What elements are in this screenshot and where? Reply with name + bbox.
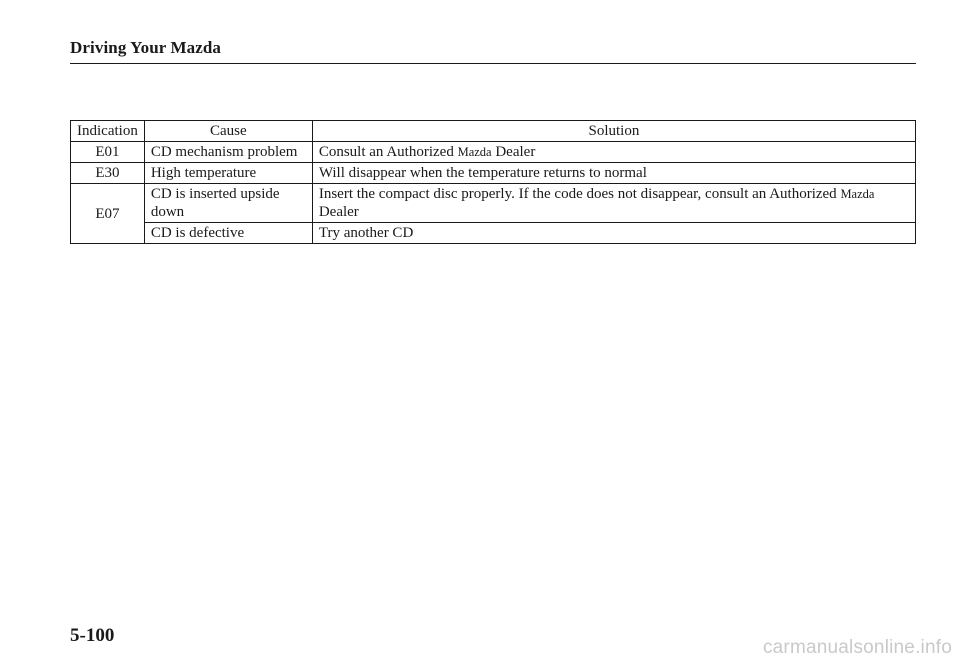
indication-cell: E07 <box>71 184 145 244</box>
solution-header: Solution <box>312 121 915 142</box>
section-title: Driving Your Mazda <box>70 38 222 57</box>
indication-cell: E30 <box>71 163 145 184</box>
solution-text: Insert the compact disc properly. If the code does not disappear, consult an Authorized <box>318 186 841 202</box>
brand-name: Mazda <box>457 145 492 159</box>
indication-cell: E01 <box>71 142 145 163</box>
table-header-row <box>71 121 916 142</box>
table-row <box>71 223 916 244</box>
brand-name: Mazda <box>840 187 875 201</box>
solution-text: Consult an Authorized <box>318 144 458 160</box>
cause-cell: CD is defective <box>144 223 312 244</box>
solution-text: Dealer <box>491 144 536 160</box>
watermark: carmanualsonline.info <box>762 637 952 658</box>
cause-cell: CD mechanism problem <box>144 142 312 163</box>
header-divider <box>70 63 916 64</box>
cause-header: Cause <box>144 121 312 142</box>
indication-header: Indication <box>71 121 145 142</box>
cause-cell: CD is inserted upside down <box>144 184 312 223</box>
error-code-table <box>70 120 916 244</box>
table-row <box>71 184 916 223</box>
page-number: 5-100 <box>70 625 115 646</box>
solution-cell: Will disappear when the temperature returns to normal <box>312 163 915 184</box>
table-row <box>71 163 916 184</box>
table-row <box>71 142 916 163</box>
solution-text: Dealer <box>318 204 359 220</box>
solution-cell <box>312 184 915 223</box>
cause-cell: High temperature <box>144 163 312 184</box>
solution-cell: Try another CD <box>312 223 915 244</box>
solution-cell <box>312 142 915 163</box>
